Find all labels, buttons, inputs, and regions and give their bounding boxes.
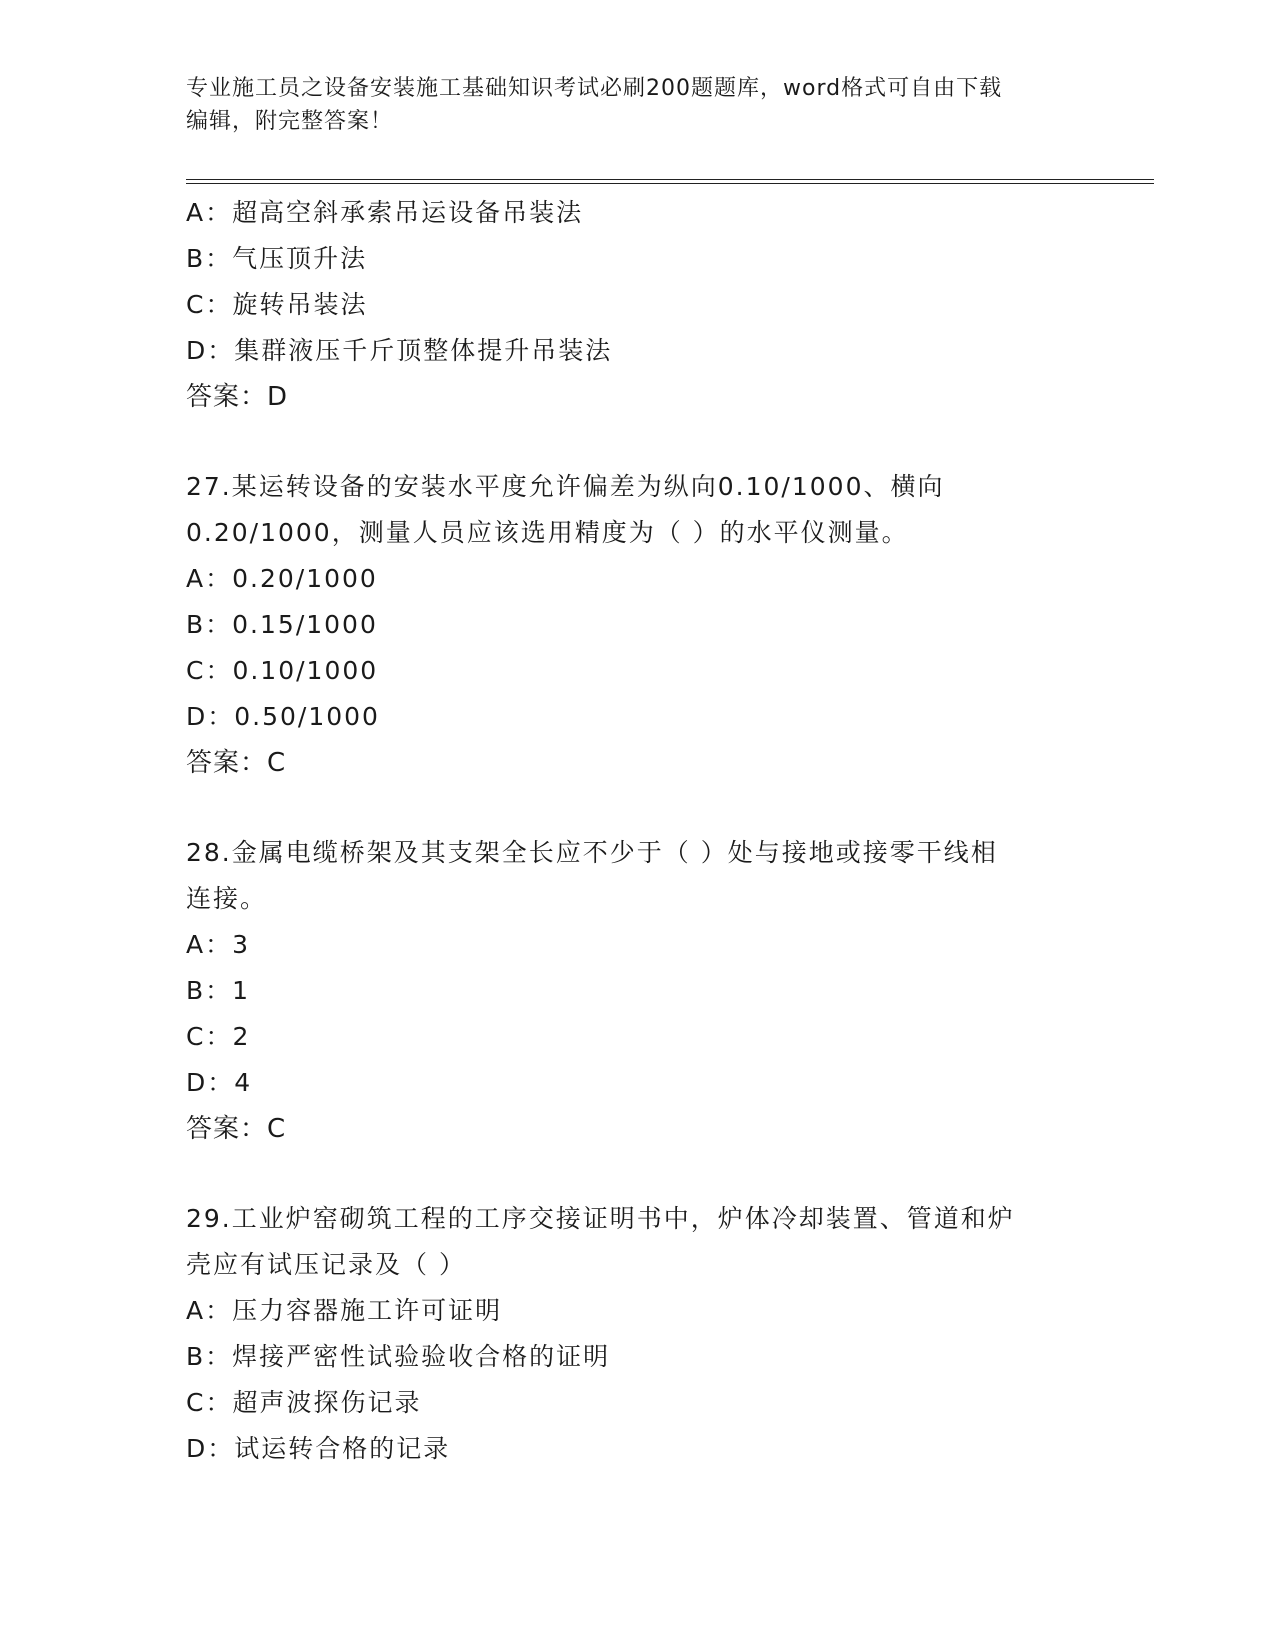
question-list — [186, 190, 1086, 1472]
option-c: C：超声波探伤记录 — [186, 1388, 422, 1417]
option-b: B：1 — [186, 976, 251, 1005]
question-27 — [186, 464, 1086, 786]
option-d: D：集群液压千斤顶整体提升吊装法 — [186, 336, 613, 365]
document-header — [186, 72, 1086, 138]
option-d: D：0.50/1000 — [186, 702, 380, 731]
question-text-line-2: 壳应有试压记录及（ ） — [186, 1250, 466, 1279]
header-divider-top — [186, 179, 1154, 180]
question-text-line-1: 27.某运转设备的安装水平度允许偏差为纵向0.10/1000、横向 — [186, 472, 945, 501]
option-d: D：4 — [186, 1068, 253, 1097]
header-title-line-1: 专业施工员之设备安装施工基础知识考试必刷200题题库，word格式可自由下载 — [186, 76, 1003, 101]
option-d: D：试运转合格的记录 — [186, 1434, 451, 1463]
question-26 — [186, 190, 1086, 420]
question-28 — [186, 830, 1086, 1152]
option-c: C：旋转吊装法 — [186, 290, 368, 319]
option-a: A：0.20/1000 — [186, 564, 378, 593]
question-text-line-1: 29.工业炉窑砌筑工程的工序交接证明书中，炉体冷却装置、管道和炉 — [186, 1204, 1015, 1233]
answer: 答案：D — [186, 382, 289, 412]
spacer — [186, 420, 1086, 464]
question-29 — [186, 1196, 1086, 1472]
header-divider-bottom — [186, 183, 1154, 184]
answer: 答案：C — [186, 1114, 287, 1144]
spacer — [186, 786, 1086, 830]
question-text-line-2: 连接。 — [186, 884, 268, 913]
option-a: A：压力容器施工许可证明 — [186, 1296, 503, 1325]
spacer — [186, 1152, 1086, 1196]
option-c: C：0.10/1000 — [186, 656, 379, 685]
option-b: B：0.15/1000 — [186, 610, 378, 639]
question-text-line-1: 28.金属电缆桥架及其支架全长应不少于（ ）处与接地或接零干线相 — [186, 838, 998, 867]
option-b: B：气压顶升法 — [186, 244, 368, 273]
header-title-line-2: 编辑，附完整答案！ — [186, 109, 394, 134]
answer: 答案：C — [186, 748, 287, 778]
option-b: B：焊接严密性试验验收合格的证明 — [186, 1342, 611, 1371]
question-text-line-2: 0.20/1000，测量人员应该选用精度为（ ）的水平仪测量。 — [186, 518, 909, 547]
option-a: A：3 — [186, 930, 251, 959]
option-a: A：超高空斜承索吊运设备吊装法 — [186, 198, 584, 227]
option-c: C：2 — [186, 1022, 251, 1051]
